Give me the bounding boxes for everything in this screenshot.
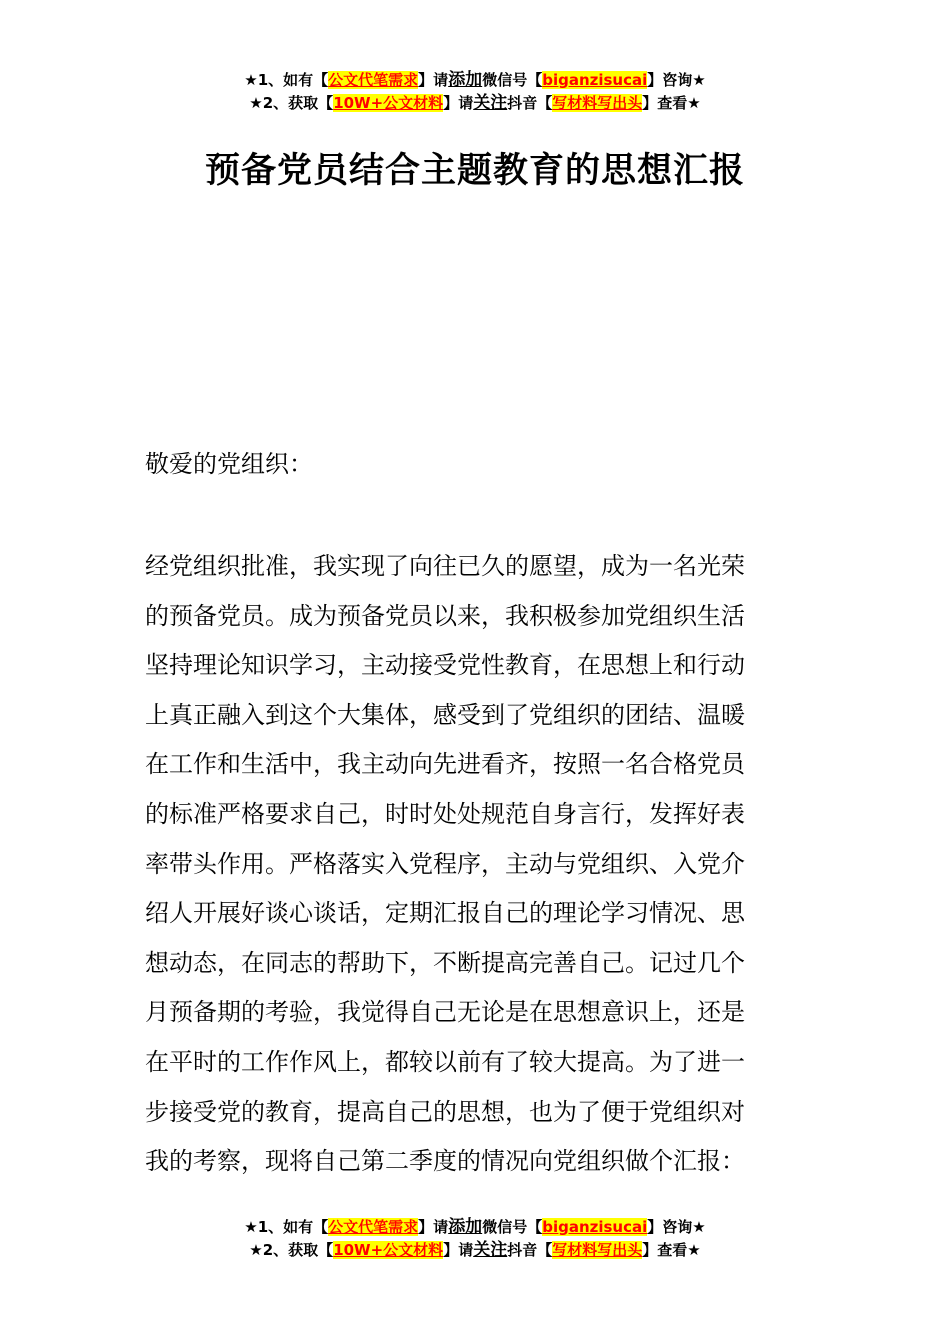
body-line: 绍人开展好谈心谈话，定期汇报自己的理论学习情况、思 — [145, 899, 745, 928]
document-title: 预备党员结合主题教育的思想汇报 — [204, 151, 745, 191]
promo-footer — [0, 1216, 950, 1262]
promo-highlight-service: 公文代笔需求 — [328, 71, 419, 89]
promo-highlight-service: 公文代笔需求 — [328, 1218, 419, 1236]
promo-highlight-douyin: 写材料写出头 — [552, 94, 643, 112]
promo-line-2: ★2、获取【10W+公文材料】请关注抖音【写材料写出头】查看★ — [249, 93, 701, 113]
body-line: 坚持理论知识学习，主动接受党性教育，在思想上和行动 — [145, 651, 745, 680]
body-paragraph — [145, 542, 810, 1187]
salutation: 敬爱的党组织： — [145, 450, 313, 478]
promo-line-1: ★1、如有【公文代笔需求】请添加微信号【biganzisucai】咨询★ — [244, 70, 706, 90]
promo-highlight-wechat-id: biganzisucai — [542, 71, 648, 89]
body-line: 率带头作用。严格落实入党程序，主动与党组织、入党介 — [145, 849, 745, 878]
body-line: 想动态，在同志的帮助下，不断提高完善自己。记过几个 — [145, 948, 745, 977]
body-line: 上真正融入到这个大集体，感受到了党组织的团结、温暖 — [145, 700, 745, 729]
promo-header — [0, 69, 950, 115]
body-line: 步接受党的教育，提高自己的思想，也为了便于党组织对 — [145, 1097, 745, 1126]
promo-line-2: ★2、获取【10W+公文材料】请关注抖音【写材料写出头】查看★ — [249, 1240, 701, 1260]
body-line: 我的考察，现将自己第二季度的情况向党组织做个汇报： — [145, 1147, 745, 1176]
body-line: 的预备党员。成为预备党员以来，我积极参加党组织生活 — [145, 601, 745, 630]
promo-highlight-materials: 10W+公文材料 — [333, 94, 444, 112]
promo-highlight-douyin: 写材料写出头 — [552, 1241, 643, 1259]
body-line: 经党组织批准，我实现了向往已久的愿望，成为一名光荣 — [145, 552, 745, 580]
body-line: 月预备期的考验，我觉得自己无论是在思想意识上，还是 — [145, 998, 745, 1027]
promo-highlight-materials: 10W+公文材料 — [333, 1241, 444, 1259]
body-line: 在工作和生活中，我主动向先进看齐，按照一名合格党员 — [145, 750, 745, 779]
promo-highlight-wechat-id: biganzisucai — [542, 1218, 648, 1236]
body-line: 在平时的工作作风上，都较以前有了较大提高。为了进一 — [145, 1047, 745, 1076]
body-line: 的标准严格要求自己，时时处处规范自身言行，发挥好表 — [145, 799, 745, 828]
promo-line-1: ★1、如有【公文代笔需求】请添加微信号【biganzisucai】咨询★ — [244, 1217, 706, 1237]
